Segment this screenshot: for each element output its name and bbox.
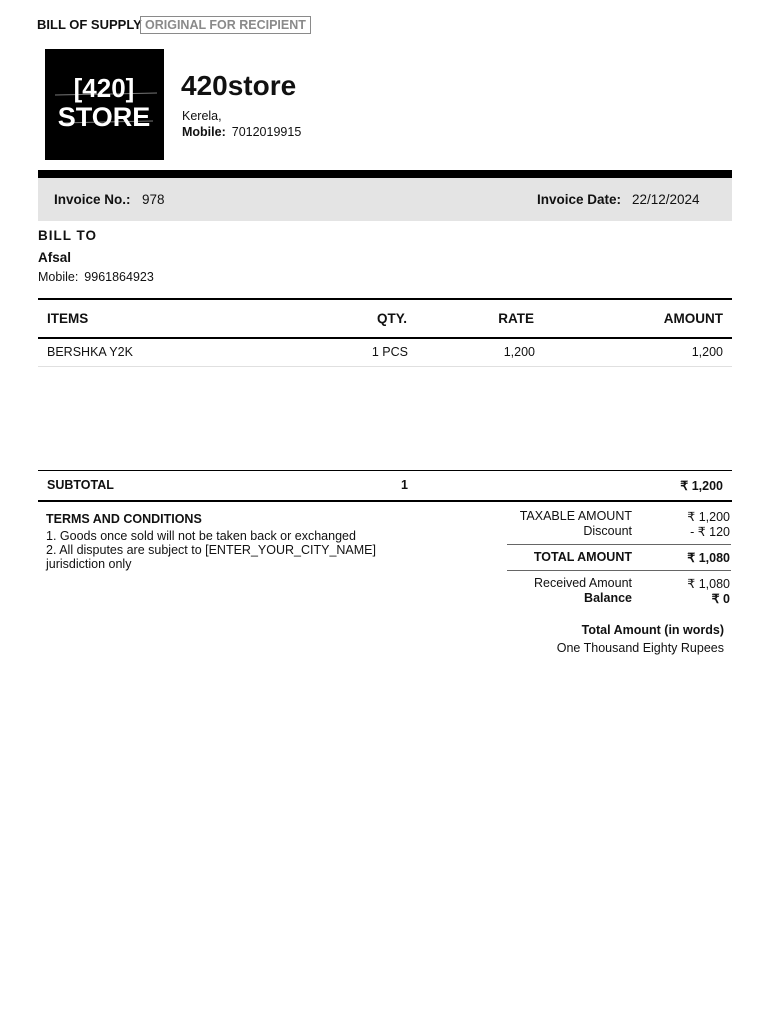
terms-body: [46, 529, 376, 571]
taxable-amount-value: ₹ 1,200: [687, 510, 730, 524]
customer-mobile: [38, 270, 154, 284]
amount-in-words-heading: Total Amount (in words): [581, 623, 724, 637]
invoice-date-label: Invoice Date:: [537, 192, 622, 207]
discount-label: Discount: [583, 524, 632, 538]
invoice-number-value: 978: [142, 192, 165, 207]
customer-name: Afsal: [38, 250, 72, 265]
header-divider: [38, 170, 732, 178]
column-header-items: ITEMS: [47, 311, 89, 326]
received-amount-label: Received Amount: [534, 576, 632, 590]
store-address: Kerela,: [182, 109, 222, 123]
total-amount-label: TOTAL AMOUNT: [533, 550, 632, 564]
terms-line-2: 2. All disputes are subject to [ENTER_YOUR_CITY_NAME] jurisdiction only: [46, 543, 376, 571]
table-row-divider: [38, 366, 732, 367]
total-bottom-rule: [507, 570, 731, 571]
subtotal-label: SUBTOTAL: [47, 478, 114, 492]
logo-line1: [420]: [73, 73, 135, 103]
logo-line2: STORE: [57, 102, 151, 132]
subtotal-top-rule: [38, 470, 732, 471]
document-type-title: BILL OF SUPPLY: [37, 17, 142, 32]
terms-heading: TERMS AND CONDITIONS: [46, 512, 202, 526]
table-header-rule: [38, 337, 732, 339]
bill-to-heading: BILL TO: [38, 228, 98, 243]
terms-line-1: 1. Goods once sold will not be taken back or exchanged: [46, 529, 356, 543]
store-logo-graphic: [45, 49, 164, 160]
customer-mobile-value: 9961864923: [84, 270, 154, 284]
column-header-amount: AMOUNT: [663, 311, 723, 326]
subtotal-bottom-rule: [38, 500, 732, 502]
store-name: 420store: [181, 70, 297, 101]
discount-value: - ₹ 120: [690, 525, 730, 539]
store-mobile-label: Mobile:: [182, 125, 226, 139]
taxable-amount-label: TAXABLE AMOUNT: [519, 509, 632, 523]
total-top-rule: [507, 544, 731, 545]
invoice-date-value: 22/12/2024: [632, 192, 700, 207]
balance-label: Balance: [584, 591, 632, 605]
column-header-qty: QTY.: [376, 311, 407, 326]
store-mobile-value: 7012019915: [231, 125, 302, 139]
table-top-rule: [38, 298, 732, 300]
item-name: BERSHKA Y2K: [47, 345, 133, 359]
received-amount-value: ₹ 1,080: [687, 577, 730, 591]
store-mobile: [182, 125, 301, 139]
item-rate: 1,200: [503, 345, 535, 359]
store-logo: [45, 49, 164, 160]
item-qty: 1 PCS: [371, 345, 408, 359]
balance-value: ₹ 0: [711, 592, 730, 606]
subtotal-qty: 1: [401, 478, 408, 492]
subtotal-amount: ₹ 1,200: [680, 479, 723, 493]
copy-label-badge: ORIGINAL FOR RECIPIENT: [140, 16, 311, 34]
invoice-number-label: Invoice No.:: [54, 192, 131, 207]
amount-in-words-value: One Thousand Eighty Rupees: [556, 641, 724, 655]
total-amount-value: ₹ 1,080: [687, 551, 730, 565]
column-header-rate: RATE: [498, 311, 534, 326]
item-amount: 1,200: [691, 345, 723, 359]
customer-mobile-label: Mobile:: [38, 270, 79, 284]
